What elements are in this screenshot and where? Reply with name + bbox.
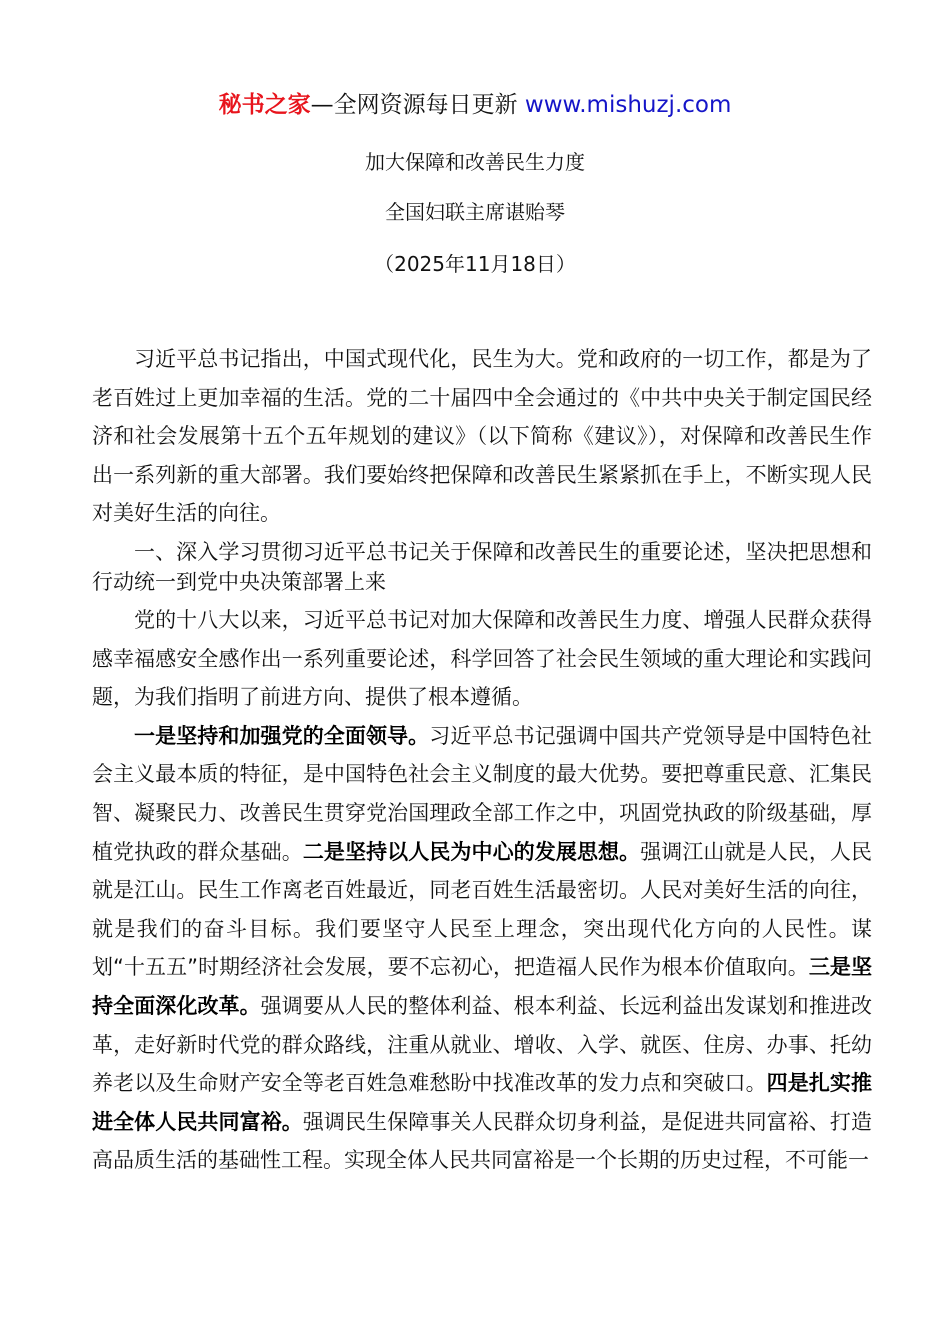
document-title: 加大保障和改善民生力度 xyxy=(365,150,585,174)
body-paragraph xyxy=(92,717,872,1180)
paragraph-text: 强调民生保障事关人民群众切身利益，是促进共同富裕、打造高品质生活的基础性工程。实现全体人民共同富裕是一个长期的历史过程，不可能一 xyxy=(92,1109,873,1173)
site-banner xyxy=(0,88,950,122)
section-heading xyxy=(92,537,872,597)
brand-name: 秘书之家 xyxy=(218,92,311,118)
document-author: 全国妇联主席谌贻琴 xyxy=(385,200,565,224)
banner-slogan: —全网资源每日更新 xyxy=(310,92,525,118)
paragraph-text: 习近平总书记强调中国共产党领导是中国特色社会主义最本质的特征，是中国特色社会主义制度的最大优势。要把尊重民意、汇集民智、凝聚民力、改善民生贯穿党治国理政全部工作之中，巩固党执政的阶级基础，厚植党执政的群众基础。 xyxy=(92,723,872,864)
bold-lead-phrase: 二是坚持以人民为中心的发展思想。 xyxy=(302,839,641,864)
bold-lead-phrase: 一是坚持和加强党的全面领导。 xyxy=(134,723,430,748)
paragraph-text: 党的十八大以来，习近平总书记对加大保障和改善民生力度、增强人民群众获得感幸福感安全感作出一系列重要论述，科学回答了社会民生领域的重大理论和实践问题，为我们指明了前进方向、提供了根本遵循。 xyxy=(92,607,872,710)
paragraph-text: 强调要从人民的整体利益、根本利益、长远利益出发谋划和推进改革，走好新时代党的群众路线，注重从就业、增收、入学、就医、住房、办事、托幼养老以及生命财产安全等老百姓急难愁盼中找准改革的发力点和突破口。 xyxy=(92,993,873,1096)
bold-lead-phrase: 三是坚持全面深化改革。 xyxy=(92,955,872,1018)
document-date: （2025年11月18日） xyxy=(374,252,576,276)
paragraph-text: 强调江山就是人民，人民就是江山。民生工作离老百姓最近，同老百姓生活最密切。人民对美好生活的向往，就是我们的奋斗目标。我们要坚守人民至上理念，突出现代化方向的人民性。谋划“十五五”时期经济社会发展，要不忘初心，把造福人民作为根本价值取向。 xyxy=(92,839,873,980)
site-url-link[interactable]: www.mishuzj.com xyxy=(524,92,732,118)
paragraph-text: 习近平总书记指出，中国式现代化，民生为大。党和政府的一切工作，都是为了老百姓过上更加幸福的生活。党的二十届四中全会通过的《中共中央关于制定国民经济和社会发展第十五个五年规划的建议》（以下简称《建议》），对保障和改善民生作出一系列新的重大部署。我们要始终把保障和改善民生紧紧抓在手上，不断实现人民对美好生活的向往。 xyxy=(92,347,872,526)
paragraph-text: 一、深入学习贯彻习近平总书记关于保障和改善民生的重要论述，坚决把思想和行动统一到党中央决策部署上来 xyxy=(92,539,872,594)
bold-lead-phrase: 四是扎实推进全体人民共同富裕。 xyxy=(92,1071,873,1134)
body-paragraph xyxy=(92,340,872,533)
body-paragraph xyxy=(92,601,872,717)
document-body xyxy=(92,340,872,1180)
